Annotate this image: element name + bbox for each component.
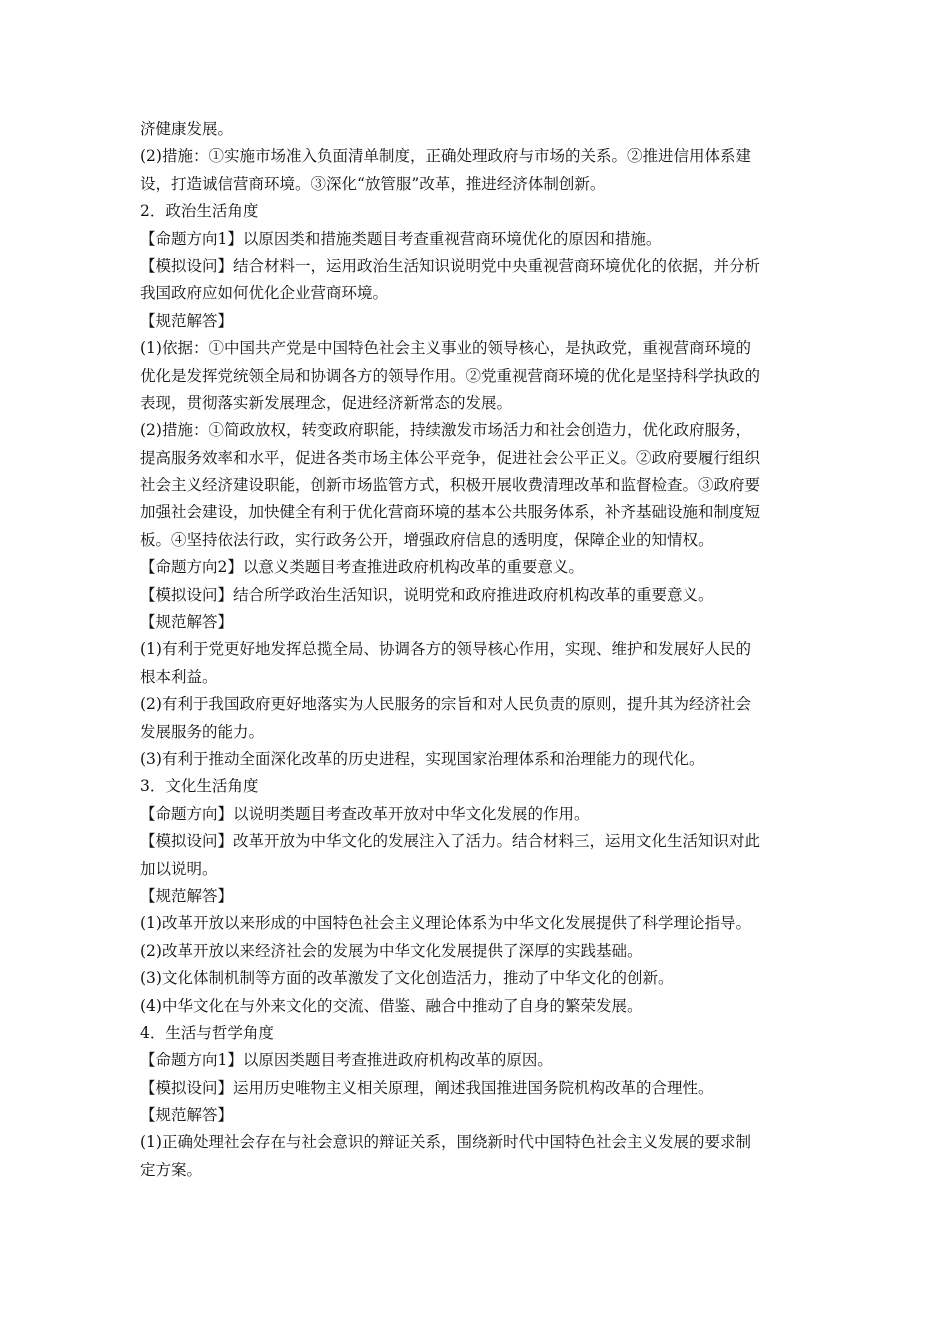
text-line: 提高服务效率和水平，促进各类市场主体公平竞争，促进社会公平正义。②政府要履行组织 — [140, 448, 761, 467]
text-line: 【命题方向2】以意义类题目考查推进政府机构改革的重要意义。 — [140, 558, 584, 577]
text-line: 【规范解答】 — [140, 886, 234, 905]
text-line: (3)有利于推动全面深化改革的历史进程，实现国家治理体系和治理能力的现代化。 — [140, 749, 705, 768]
text-line: 定方案。 — [140, 1160, 203, 1179]
text-line: (2)措施：①简政放权，转变政府职能，持续激发市场活力和社会创造力，优化政府服务， — [140, 421, 751, 440]
section-heading: 2．政治生活角度 — [140, 202, 259, 221]
text-line: 我国政府应如何优化企业营商环境。 — [140, 284, 389, 303]
text-line: 加强社会建设，加快健全有利于优化营商环境的基本公共服务体系，补齐基础设施和制度短 — [140, 503, 761, 522]
document-body — [140, 116, 812, 1184]
text-line: (1)正确处理社会存在与社会意识的辩证关系，围绕新时代中国特色社会主义发展的要求制 — [140, 1133, 751, 1152]
text-line: 【模拟设问】改革开放为中华文化的发展注入了活力。结合材料三，运用文化生活知识对此 — [140, 832, 761, 851]
text-line: 板。④坚持依法行政，实行政务公开，增强政府信息的透明度，保障企业的知情权。 — [140, 530, 714, 549]
text-line: (3)文化体制机制等方面的改革激发了文化创造活力，推动了中华文化的创新。 — [140, 969, 674, 988]
text-line: 【规范解答】 — [140, 613, 234, 632]
text-line: 【模拟设问】结合材料一，运用政治生活知识说明党中央重视营商环境优化的依据，并分析 — [140, 256, 761, 275]
text-line: 优化是发挥党统领全局和协调各方的领导作用。②党重视营商环境的优化是坚持科学执政的 — [140, 366, 761, 385]
section-heading: 3．文化生活角度 — [140, 777, 259, 796]
text-line: 【模拟设问】结合所学政治生活知识，说明党和政府推进政府机构改革的重要意义。 — [140, 585, 714, 604]
text-line: 济健康发展。 — [140, 120, 234, 138]
text-line: (2)改革开放以来经济社会的发展为中华文化发展提供了深厚的实践基础。 — [140, 941, 643, 960]
text-line: 【命题方向】以说明类题目考查改革开放对中华文化发展的作用。 — [140, 804, 590, 823]
section-heading: 4．生活与哲学角度 — [140, 1023, 274, 1042]
text-line: 发展服务的能力。 — [140, 722, 265, 741]
text-line: 设，打造诚信营商环境。③深化“放管服”改革，推进经济体制创新。 — [140, 174, 606, 193]
text-line: (1)有利于党更好地发挥总揽全局、协调各方的领导核心作用，实现、维护和发展好人民的 — [140, 640, 751, 659]
text-line: 根本利益。 — [140, 667, 218, 686]
text-line: 【命题方向1】以原因类和措施类题目考查重视营商环境优化的原因和措施。 — [140, 229, 662, 248]
text-line: 加以说明。 — [140, 859, 218, 878]
text-line: (2)有利于我国政府更好地落实为人民服务的宗旨和对人民负责的原则，提升其为经济社会 — [140, 695, 751, 714]
text-line: 【规范解答】 — [140, 1106, 234, 1125]
text-line: 表现，贯彻落实新发展理念，促进经济新常态的发展。 — [140, 393, 513, 412]
text-line: 社会主义经济建设职能，创新市场监管方式，积极开展收费清理改革和监督检查。③政府要 — [140, 476, 761, 495]
text-line: (1)改革开放以来形成的中国特色社会主义理论体系为中华文化发展提供了科学理论指导。 — [140, 914, 751, 933]
text-line: (4)中华文化在与外来文化的交流、借鉴、融合中推动了自身的繁荣发展。 — [140, 996, 643, 1015]
text-line: (1)依据：①中国共产党是中国特色社会主义事业的领导核心，是执政党，重视营商环境的 — [140, 339, 751, 358]
text-line: 【规范解答】 — [140, 311, 234, 330]
text-line: 【模拟设问】运用历史唯物主义相关原理，阐述我国推进国务院机构改革的合理性。 — [140, 1078, 714, 1097]
text-line: (2)措施：①实施市场准入负面清单制度，正确处理政府与市场的关系。②推进信用体系建 — [140, 147, 751, 166]
text-line: 【命题方向1】以原因类题目考查推进政府机构改革的原因。 — [140, 1051, 553, 1070]
